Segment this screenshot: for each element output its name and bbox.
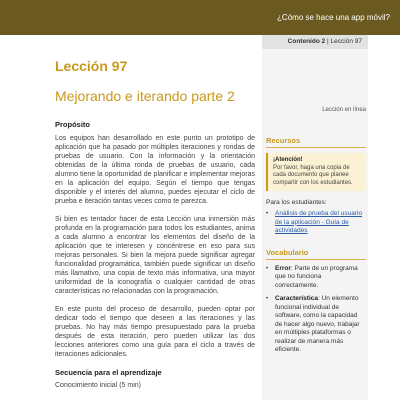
resources-divider [266,147,366,148]
purpose-paragraph-2: Si bien es tentador hacer de esta Lección una inmersión más profunda en la programación para todos los estudiantes, anima a cada alumno a encontrar los elementos del diseño de la aplicación que te interesen y concéntrese en eso para sus mejoras personales. Si bien la mejora puede significar agregar funcionalidad programática, también puede significar un diseño más llamativo, una copia de texto más informativa, una mayor uniformidad de la iconografía o cualquier cantidad de otras características no relacionadas con la programación. [55,216,255,295]
vocab-definition: : Un elemento funcional individual de software, como la capacidad de hacer algo nuevo, trabajar en múltiples plataformas o realizar de manera más eficiente. [275,295,360,353]
lesson-title: Mejorando e iterando parte 2 [55,88,235,104]
sidebar [266,120,366,360]
sequence-item: Conocimiento inicial (5 min) [55,382,141,389]
attention-title: ¡Atención! [273,157,303,163]
vocabulary-heading: Vocabulario [266,247,309,257]
vocab-term: Error [275,264,291,272]
main-content [55,120,255,399]
course-title: ¿Cómo se hace una app móvil? [277,13,390,22]
list-item [266,210,366,236]
attention-note [266,153,366,191]
student-guide-link[interactable]: Análisis de prueba del usuario de la aplicación - Guía de actividades [275,210,363,234]
lesson-ref: Lección 97 [330,38,362,45]
resources-heading: Recursos [266,136,301,145]
vocab-term: Característica [275,295,318,302]
purpose-heading: Propósito [55,120,90,129]
content-label: Contenido 2 [287,38,326,45]
vocab-item [266,295,366,355]
vocab-item [266,265,366,291]
students-label: Para los estudiantes: [266,199,327,206]
student-resources-list [266,210,366,236]
top-banner [0,0,400,35]
lesson-tag [262,35,368,49]
purpose-paragraph-1: Los equipos han desarrollado en este punto un prototipo de aplicación que ha pasado por múltiples iteraciones y rondas de pruebas de usuario. Con la información y la orientación obtenidas de la última ronda de pruebas de usuario, cada alumno tiene la oportunidad de planificar e implementar mejoras en la aplicación del equipo. Según el tiempo que tengas disponible y el interés del alumno, puedes ejecutar el ciclo de prueba e iteración tantas veces como te parezca. [55,135,255,205]
vocab-definition: : Parte de un programa que no funciona correctamente. [275,264,358,289]
purpose-paragraph-3: En este punto del proceso de desarrollo, pueden optar por dedicar todo el tiempo que deseen a las iteraciones y las pruebas. No hay más tiempo presupuestado para la prueba después de esta iteración, pero pueden utilizar las dos lecciones anteriores como una guía para el ciclo a través de iteraciones adicionales. [55,306,255,358]
attention-text: Por favor, haga una copia de cada documento que planee compartir con los estudiantes. [273,164,353,186]
vocabulary-list [266,265,366,355]
sequence-heading: Secuencia para el aprendizaje [55,368,162,377]
vocabulary-divider [266,259,366,260]
tag-separator: | [325,38,331,45]
lesson-label: Lección 97 [55,58,128,74]
lesson-modality: Lección en línea [322,107,366,113]
